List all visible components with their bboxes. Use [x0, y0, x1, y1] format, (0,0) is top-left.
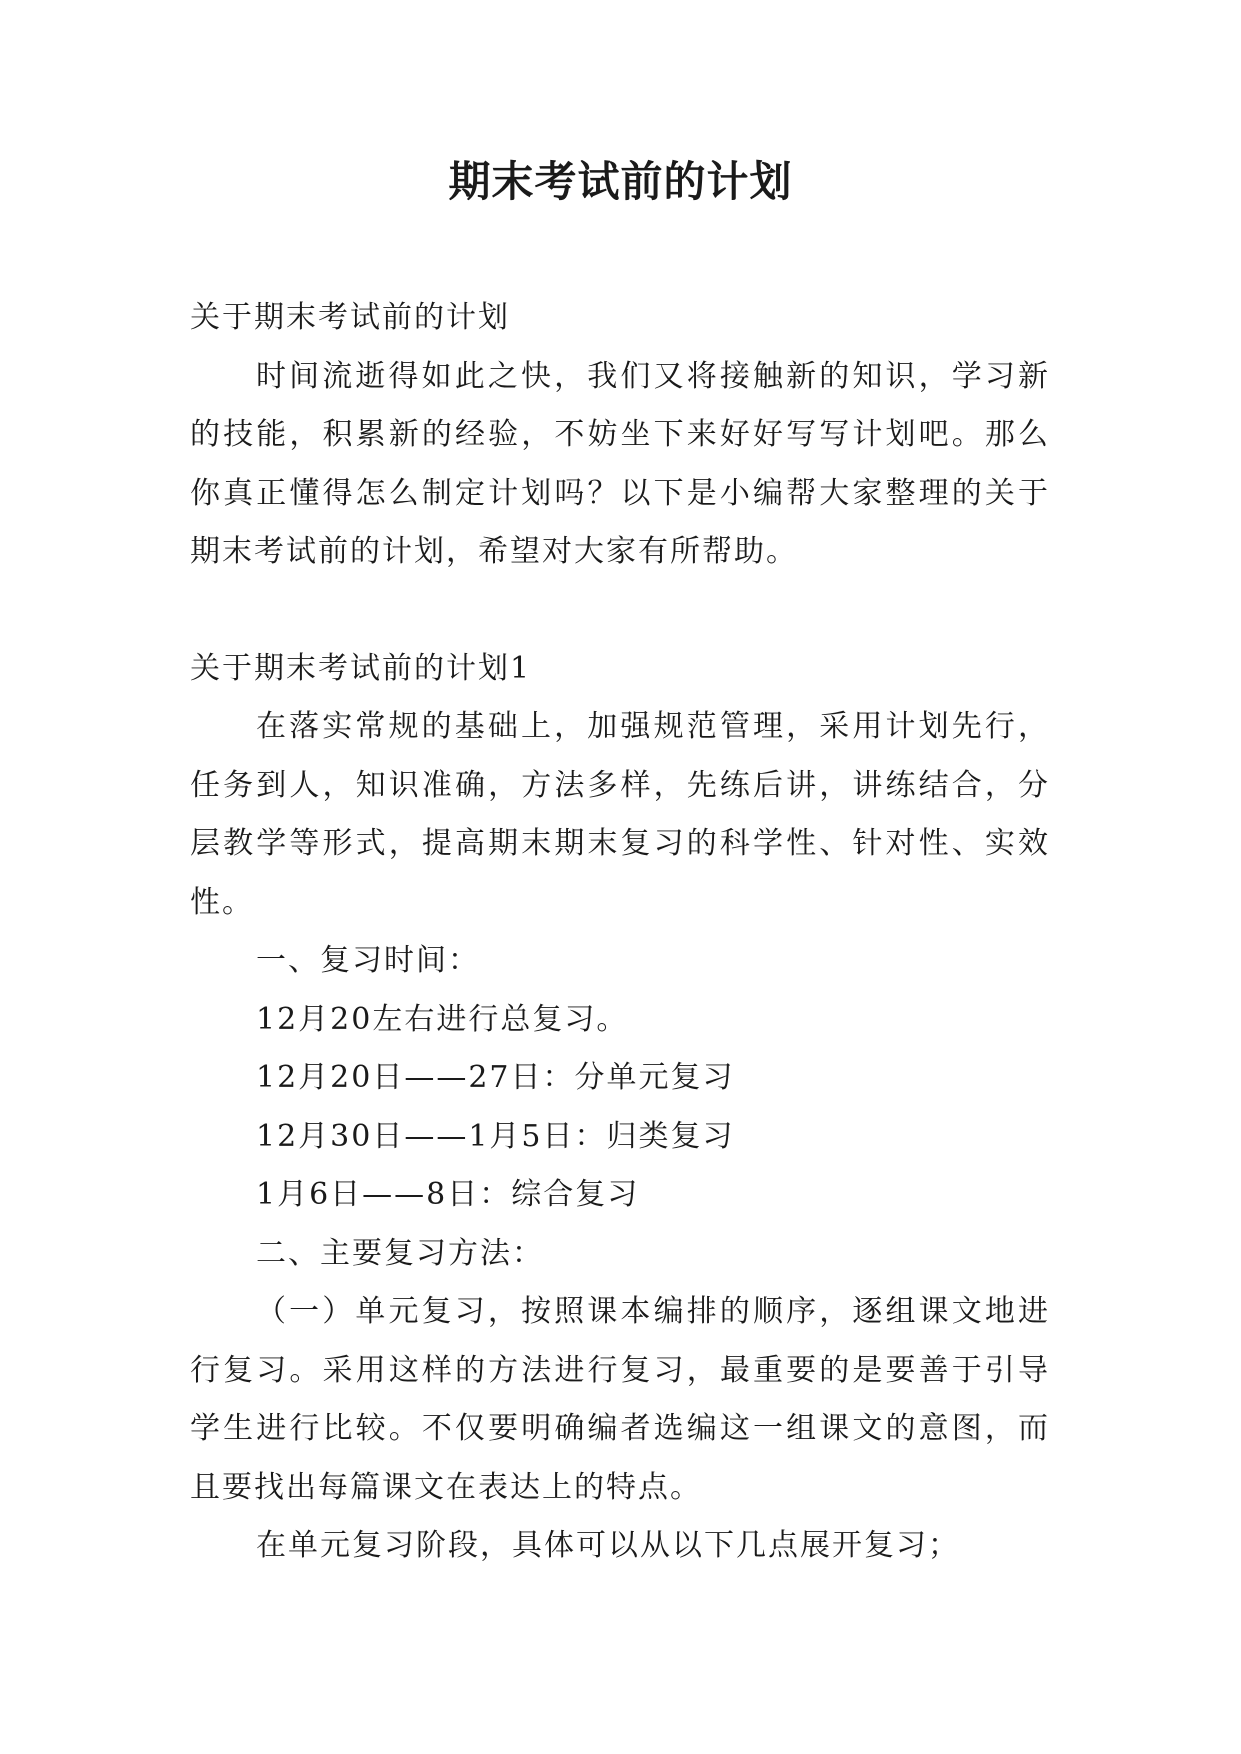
- section-paragraph: 在落实常规的基础上，加强规范管理，采用计划先行，任务到人，知识准确，方法多样，先练后讲，讲练结合，分层教学等形式，提高期末期末复习的科学性、针对性、实效性。: [190, 709, 1050, 920]
- review-time-heading: 一、复习时间：: [256, 943, 480, 978]
- unit-review-note: 在单元复习阶段，具体可以从以下几点展开复习；: [256, 1528, 960, 1563]
- review-time-item: 1月6日——8日：综合复习: [256, 1177, 640, 1212]
- method-paragraph: （一）单元复习，按照课本编排的顺序，逐组课文地进行复习。采用这样的方法进行复习，最重要的是要善于引导学生进行比较。不仅要明确编者选编这一组课文的意图，而且要找出每篇课文在表达上的特点。: [190, 1294, 1050, 1505]
- document-body: [190, 289, 1050, 1576]
- review-time-item: 12月30日——1月5日：归类复习: [256, 1118, 735, 1154]
- document-title: 期末考试前的计划: [448, 157, 793, 206]
- section-heading: 关于期末考试前的计划1: [190, 650, 532, 686]
- intro-paragraph: 时间流逝得如此之快，我们又将接触新的知识，学习新的技能，积累新的经验，不妨坐下来好好写写计划吧。那么你真正懂得怎么制定计划吗？以下是小编帮大家整理的关于期末考试前的计划，希望对大家有所帮助。: [190, 358, 1050, 569]
- review-time-item: 12月20左右进行总复习。: [256, 1001, 629, 1037]
- methods-heading: 二、主要复习方法：: [256, 1235, 544, 1271]
- review-time-item: 12月20日——27日：分单元复习: [256, 1060, 735, 1095]
- subtitle: 关于期末考试前的计划: [190, 300, 510, 335]
